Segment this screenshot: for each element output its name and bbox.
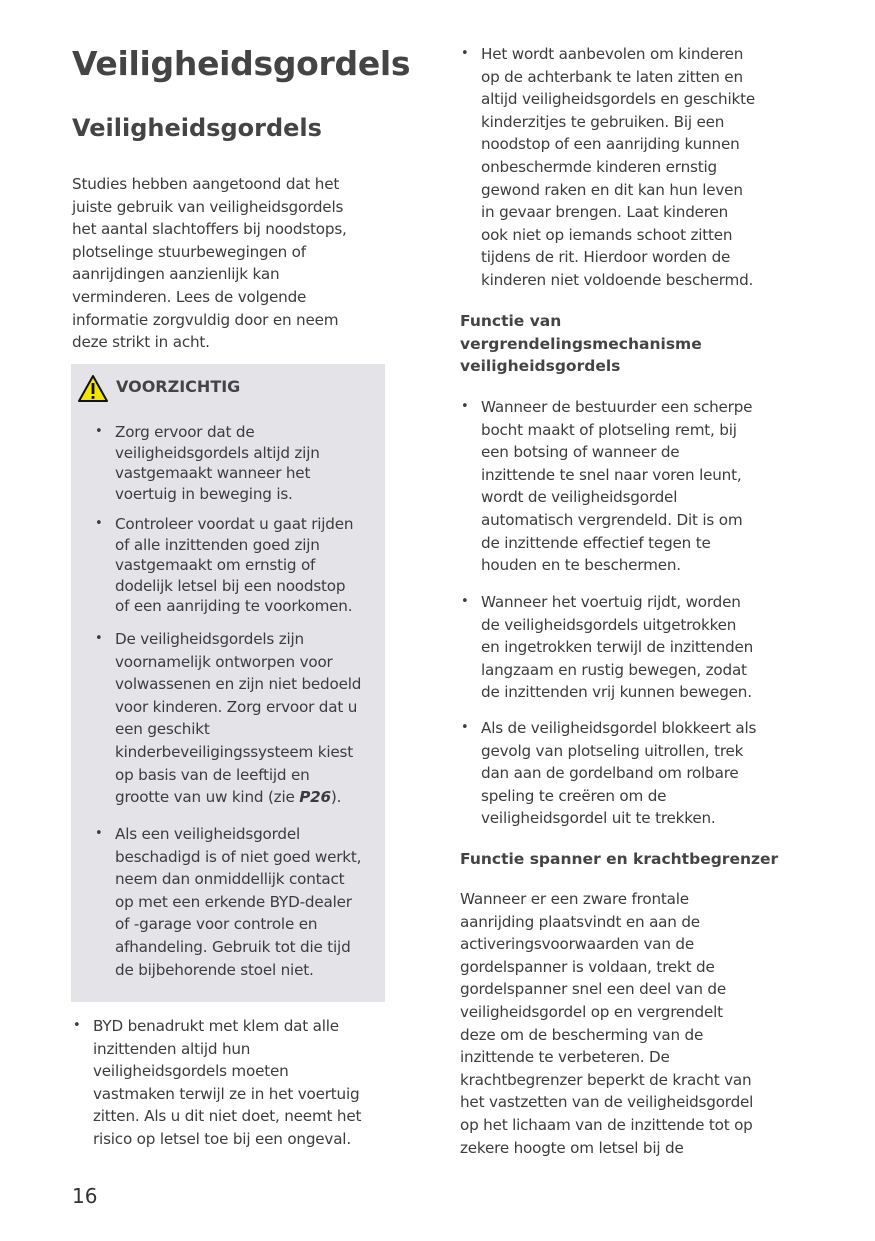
bullet: • — [461, 594, 469, 609]
bullet: • — [73, 1018, 81, 1033]
caution-item-text: Als een veiligheidsgordel beschadigd is of niet goed werkt, neem dan onmiddellijk contact op met een erkende BYD-dealer of -garage voor controle en afhandeling. Gebruik tot die tijd de bijbehorende stoel niet. — [115, 825, 362, 979]
bullet: • — [461, 720, 469, 735]
section-title: Veiligheidsgordels — [72, 114, 322, 142]
list-item-text: Wanneer het voertuig rijdt, worden de veiligheidsgordels uitgetrokken en ingetrokken terwijl de inzittenden langzaam en rustig bewegen, zodat de inzittenden vrij kunnen bewegen. — [481, 593, 754, 702]
page-title: Veiligheidsgordels — [72, 44, 411, 83]
list-item — [461, 43, 781, 292]
tensioner-paragraph: Wanneer er een zware frontale aanrijding plaatsvindt en aan de activeringsvoorwaarden van de gordelspanner is voldaan, trekt de gordelspanner snel een deel van de veiligheidsgordel op en vergrendelt deze om de bescherming van de inzittende te verbeteren. De krachtbegrenzer beperkt de kracht van het vastzetten van de veiligheidsgordel op het lichaam van de inzittende tot op zekere hoogte om letsel bij de — [460, 890, 754, 1157]
list-item — [461, 396, 781, 577]
list-item-text: BYD benadrukt met klem dat alle inzittenden altijd hun veiligheidsgordels moeten vastmaken terwijl ze in het voertuig zitten. Als u dit niet doet, neemt het risico op letsel toe bij een ongeval. — [93, 1017, 362, 1148]
caution-title: VOORZICHTIG — [116, 377, 241, 396]
heading-text: Functie van vergrendelingsmechanisme veiligheidsgordels — [460, 312, 702, 376]
bullet: • — [461, 399, 469, 414]
caution-item — [95, 422, 380, 504]
tensioner-section-heading — [460, 848, 778, 871]
bullet: • — [95, 631, 103, 646]
caution-item-text: Controleer voordat u gaat rijden of alle inzittenden goed zijn vastgemaakt om ernstig of dodelijk letsel bij een noodstop of een aanrijding te voorkomen. — [115, 515, 354, 616]
page-number: 16 — [72, 1184, 98, 1208]
warning-triangle-icon — [77, 374, 109, 403]
bullet: • — [95, 424, 103, 439]
lock-section-heading — [460, 310, 702, 378]
page-reference-link[interactable]: P26 — [299, 788, 331, 807]
list-item — [461, 591, 781, 704]
bullet: • — [95, 516, 103, 531]
intro-paragraph: Studies hebben aangetoond dat het juiste gebruik van veiligheidsgordels het aantal slachtoffers bij noodstops, plotselinge stuurbewegingen of aanrijdingen aanzienlijk kan verminderen. Lees de volgende informatie zorgvuldig door en neem deze strikt in acht. — [72, 175, 347, 352]
caution-item — [95, 823, 380, 981]
caution-item — [95, 514, 380, 617]
bullet: • — [95, 826, 103, 841]
caution-item — [95, 628, 380, 809]
list-item — [73, 1015, 393, 1151]
list-item-text: Het wordt aanbevolen om kinderen op de achterbank te laten zitten en altijd veiligheidsgordels en geschikte kinderzitjes te gebruiken. Bij een noodstop of een aanrijding kunnen onbeschermde kinderen ernstig gewond raken en dit kan hun leven in gevaar brengen. Laat kinderen ook niet op iemands schoot zitten tijdens de rit. Hierdoor worden de kinderen niet voldoende beschermd. — [481, 45, 755, 289]
list-item — [461, 717, 781, 830]
list-item-text: Als de veiligheidsgordel blokkeert als gevolg van plotseling uitrollen, trek dan aan de gordelband om rolbare speling te creëren om de veiligheidsgordel uit te trekken. — [481, 719, 757, 828]
caution-item-text: De veiligheidsgordels zijn voornamelijk ontworpen voor volwassenen en zijn niet bedoeld voor kinderen. Zorg ervoor dat u een geschikt kinderbeveiligingssysteem kiest op basis van de leeftijd en grootte van uw kind (zie P26). — [115, 630, 362, 807]
bullet: • — [461, 46, 469, 61]
caution-item-text: Zorg ervoor dat de veiligheidsgordels altijd zijn vastgemaakt wanneer het voertuig in beweging is. — [115, 423, 320, 503]
list-item-text: Wanneer de bestuurder een scherpe bocht maakt of plotseling remt, bij een botsing of wanneer de inzittende te snel naar voren leunt, wordt de veiligheidsgordel automatisch vergrendeld. Dit is om de inzittende effectief tegen te houden en te beschermen. — [481, 398, 753, 575]
heading-text: Functie spanner en krachtbegrenzer — [460, 850, 779, 868]
